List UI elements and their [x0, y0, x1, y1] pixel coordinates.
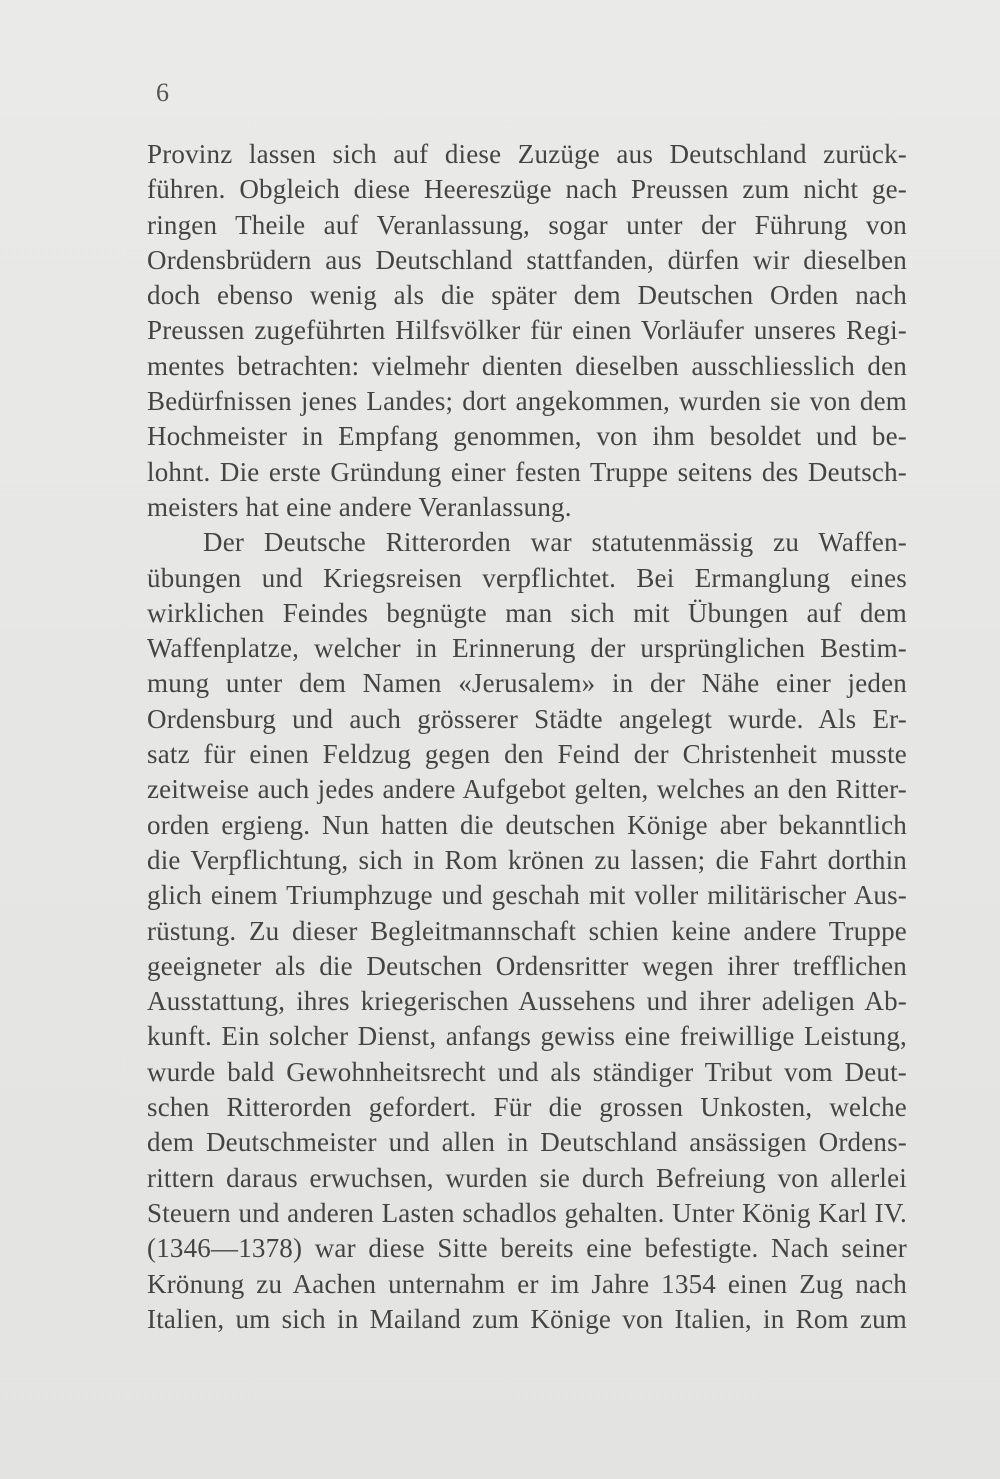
text-line: wurde bald Gewohnheitsrecht und als ständiger Tribut vom Deut-	[147, 1056, 907, 1087]
text-line: Hochmeister in Empfang genommen, von ihm besoldet und be-	[147, 421, 907, 452]
text-line: Der Deutsche Ritterorden war statutenmässig zu Waffen-	[203, 527, 907, 558]
text-line: ringen Theile auf Veranlassung, sogar unter der Führung von	[147, 209, 907, 240]
text-line: übungen und Kriegsreisen verpflichtet. Bei Ermanglung eines	[147, 562, 907, 593]
text-line: meisters hat eine andere Veranlassung.	[147, 491, 572, 522]
text-line: Ausstattung, ihres kriegerischen Aussehens und ihrer adeligen Ab-	[147, 986, 907, 1017]
text-line: doch ebenso wenig als die später dem Deutschen Orden nach	[147, 280, 907, 311]
text-line: Ordensburg und auch grösserer Städte angelegt wurde. Als Er-	[147, 703, 907, 734]
text-line: Preussen zugeführten Hilfsvölker für einen Vorläufer unseres Regi-	[147, 315, 907, 346]
text-line: kunft. Ein solcher Dienst, anfangs gewiss eine freiwillige Leistung,	[147, 1021, 907, 1052]
text-line: die Verpflichtung, sich in Rom krönen zu lassen; die Fahrt dorthin	[147, 844, 907, 875]
text-line: wirklichen Feindes begnügte man sich mit Übungen auf dem	[147, 597, 907, 628]
paragraph-2	[147, 525, 907, 1337]
text-line: rüstung. Zu dieser Begleitmannschaft schien keine andere Truppe	[147, 915, 907, 946]
text-line: rittern daraus erwuchsen, wurden sie durch Befreiung von allerlei	[147, 1162, 907, 1193]
body-text	[147, 137, 907, 1337]
text-line: Waffenplatze, welcher in Erinnerung der ursprünglichen Bestim-	[147, 633, 907, 664]
text-line: Krönung zu Aachen unternahm er im Jahre 1354 einen Zug nach	[147, 1268, 907, 1299]
text-line: (1346—1378) war diese Sitte bereits eine befestigte. Nach seiner	[147, 1233, 907, 1264]
text-line: zeitweise auch jedes andere Aufgebot gelten, welches an den Ritter-	[147, 774, 907, 805]
text-line: dem Deutschmeister und allen in Deutschland ansässigen Ordens-	[147, 1127, 907, 1158]
text-line: mentes betrachten: vielmehr dienten dieselben ausschliesslich den	[147, 350, 907, 381]
text-line: führen. Obgleich diese Heereszüge nach Preussen zum nicht ge-	[147, 174, 907, 205]
text-line: Provinz lassen sich auf diese Zuzüge aus Deutschland zurück-	[147, 139, 907, 169]
text-line: lohnt. Die erste Gründung einer festen Truppe seitens des Deutsch-	[147, 456, 907, 487]
text-line: glich einem Triumphzuge und geschah mit voller militärischer Aus-	[147, 880, 907, 911]
text-line: Ordensbrüdern aus Deutschland stattfanden, dürfen wir dieselben	[147, 244, 907, 275]
text-line: Bedürfnissen jenes Landes; dort angekommen, wurden sie von dem	[147, 386, 907, 417]
text-line: Steuern und anderen Lasten schadlos gehalten. Unter König Karl IV.	[147, 1197, 907, 1228]
text-line: schen Ritterorden gefordert. Für die grossen Unkosten, welche	[147, 1092, 907, 1123]
text-line: orden ergieng. Nun hatten die deutschen Könige aber bekanntlich	[147, 809, 907, 840]
text-line: mung unter dem Namen «Jerusalem» in der Nähe einer jeden	[147, 668, 907, 699]
text-line: geeigneter als die Deutschen Ordensritter wegen ihrer trefflichen	[147, 950, 907, 981]
paragraph-1	[147, 137, 907, 525]
page-number: 6	[156, 78, 169, 107]
text-line: satz für einen Feldzug gegen den Feind der Christenheit musste	[147, 739, 907, 770]
text-line: Italien, um sich in Mailand zum Könige von Italien, in Rom zum	[147, 1303, 907, 1334]
